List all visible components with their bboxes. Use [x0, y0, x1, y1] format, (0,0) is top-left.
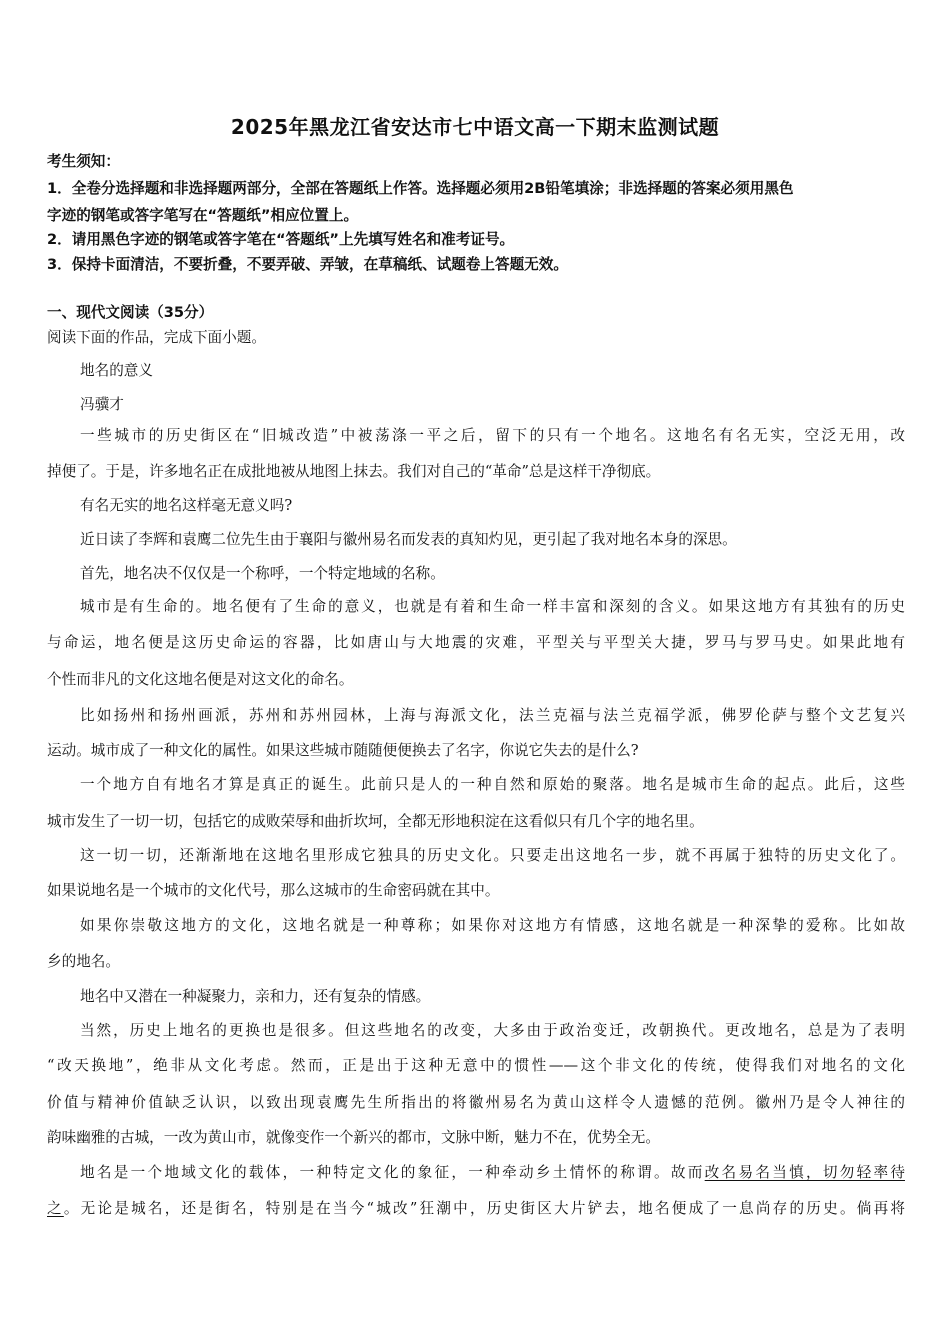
paragraph-line: 运动。城市成了一种文化的属性。如果这些城市随随便便换去了名字，你说它失去的是什么?: [47, 742, 639, 759]
notice-line: 3．保持卡面清洁，不要折叠，不要弄破、弄皱，在草稿纸、试题卷上答题无效。: [47, 256, 568, 273]
paragraph-line: 价值与精神价值缺乏认识，以致出现袁鹰先生所指出的将徽州易名为黄山这样令人遗憾的范例。徽州乃是令人神往的: [47, 1094, 905, 1111]
paragraph-line: 乡的地名。: [47, 953, 120, 970]
paragraph-line: 地名中又潜在一种凝聚力，亲和力，还有复杂的情感。: [80, 988, 431, 1005]
page-title: 2025年黑龙江省安达市七中语文高一下期末监测试题: [230, 115, 720, 139]
paragraph-line: 掉便了。于是，许多地名正在成批地被从地图上抹去。我们对自己的“革命”总是这样干净彻底。: [47, 463, 661, 480]
paragraph-line: 个性而非凡的文化这地名便是对这文化的命名。: [47, 671, 354, 688]
article-author: 冯骥才: [80, 396, 124, 413]
paragraph-line: 如果你崇敬这地方的文化，这地名就是一种尊称；如果你对这地方有情感，这地名就是一种深挚的爱称。比如故: [80, 917, 905, 934]
underlined-phrase: 之: [47, 1200, 64, 1217]
paragraph-line: 首先，地名决不仅仅是一个称呼，一个特定地域的名称。: [80, 565, 445, 582]
notice-line: 字迹的钢笔或答字笔写在“答题纸”相应位置上。: [47, 207, 359, 224]
paragraph-line: “改天换地”，绝非从文化考虑。然而，正是出于这种无意中的惯性——这个非文化的传统，使得我们对地名的文化: [47, 1057, 905, 1074]
paragraph-line: 与命运，地名便是这历史命运的容器，比如唐山与大地震的灾难，平型关与平型关大捷，罗马与罗马史。如果此地有: [47, 634, 905, 651]
paragraph-line: 当然，历史上地名的更换也是很多。但这些地名的改变，大多由于政治变迁，改朝换代。更改地名，总是为了表明: [80, 1022, 905, 1039]
text-run: 。无论是城名，还是街名，特别是在当今“城改”狂潮中，历史街区大片铲去，地名便成了一息尚存的历史。倘再将: [63, 1200, 905, 1217]
notice-heading: 考生须知：: [47, 153, 120, 170]
paragraph-line: [47, 1199, 905, 1219]
notice-line: 1．全卷分选择题和非选择题两部分，全部在答题纸上作答。选择题必须用2B铅笔填涂；非选择题的答案必须用黑色: [47, 180, 794, 197]
paragraph-line: 近日读了李辉和袁鹰二位先生由于襄阳与徽州易名而发表的真知灼见，更引起了我对地名本身的深思。: [80, 531, 737, 548]
paragraph-line: 如果说地名是一个城市的文化代号，那么这城市的生命密码就在其中。: [47, 882, 500, 899]
paragraph-line: 一个地方自有地名才算是真正的诞生。此前只是人的一种自然和原始的聚落。地名是城市生命的起点。此后，这些: [80, 776, 905, 793]
paragraph-line: [47, 1163, 905, 1183]
article-title: 地名的意义: [80, 362, 153, 379]
paragraph-line: 一些城市的历史街区在“旧城改造”中被荡涤一平之后，留下的只有一个地名。这地名有名无实，空泛无用，改: [80, 427, 905, 444]
section-heading: 一、现代文阅读（35分）: [47, 304, 214, 321]
underlined-phrase: 改名易名当慎，切勿轻率待: [704, 1164, 905, 1181]
text-run: 地名是一个地域文化的载体，一种特定文化的象征，一种牵动乡土情怀的称谓。故而: [80, 1164, 705, 1181]
paragraph-line: 有名无实的地名这样毫无意义吗?: [80, 497, 293, 514]
paragraph-line: 比如扬州和扬州画派，苏州和苏州园林，上海与海派文化，法兰克福与法兰克福学派，佛罗伦萨与整个文艺复兴: [80, 707, 905, 724]
notice-line: 2．请用黑色字迹的钢笔或答字笔在“答题纸”上先填写姓名和准考证号。: [47, 231, 515, 248]
section-instruction: 阅读下面的作品，完成下面小题。: [47, 329, 266, 346]
paragraph-line: 韵味幽雅的古城，一改为黄山市，就像变作一个新兴的都市，文脉中断，魅力不在，优势全无。: [47, 1129, 660, 1146]
paragraph-line: 城市是有生命的。地名便有了生命的意义，也就是有着和生命一样丰富和深刻的含义。如果这地方有其独有的历史: [80, 598, 905, 615]
paragraph-line: 城市发生了一切一切，包括它的成败荣辱和曲折坎坷，全都无形地积淀在这看似只有几个字的地名里。: [47, 813, 704, 830]
paragraph-line: 这一切一切，还渐渐地在这地名里形成它独具的历史文化。只要走出这地名一步，就不再属于独特的历史文化了。: [80, 847, 905, 864]
